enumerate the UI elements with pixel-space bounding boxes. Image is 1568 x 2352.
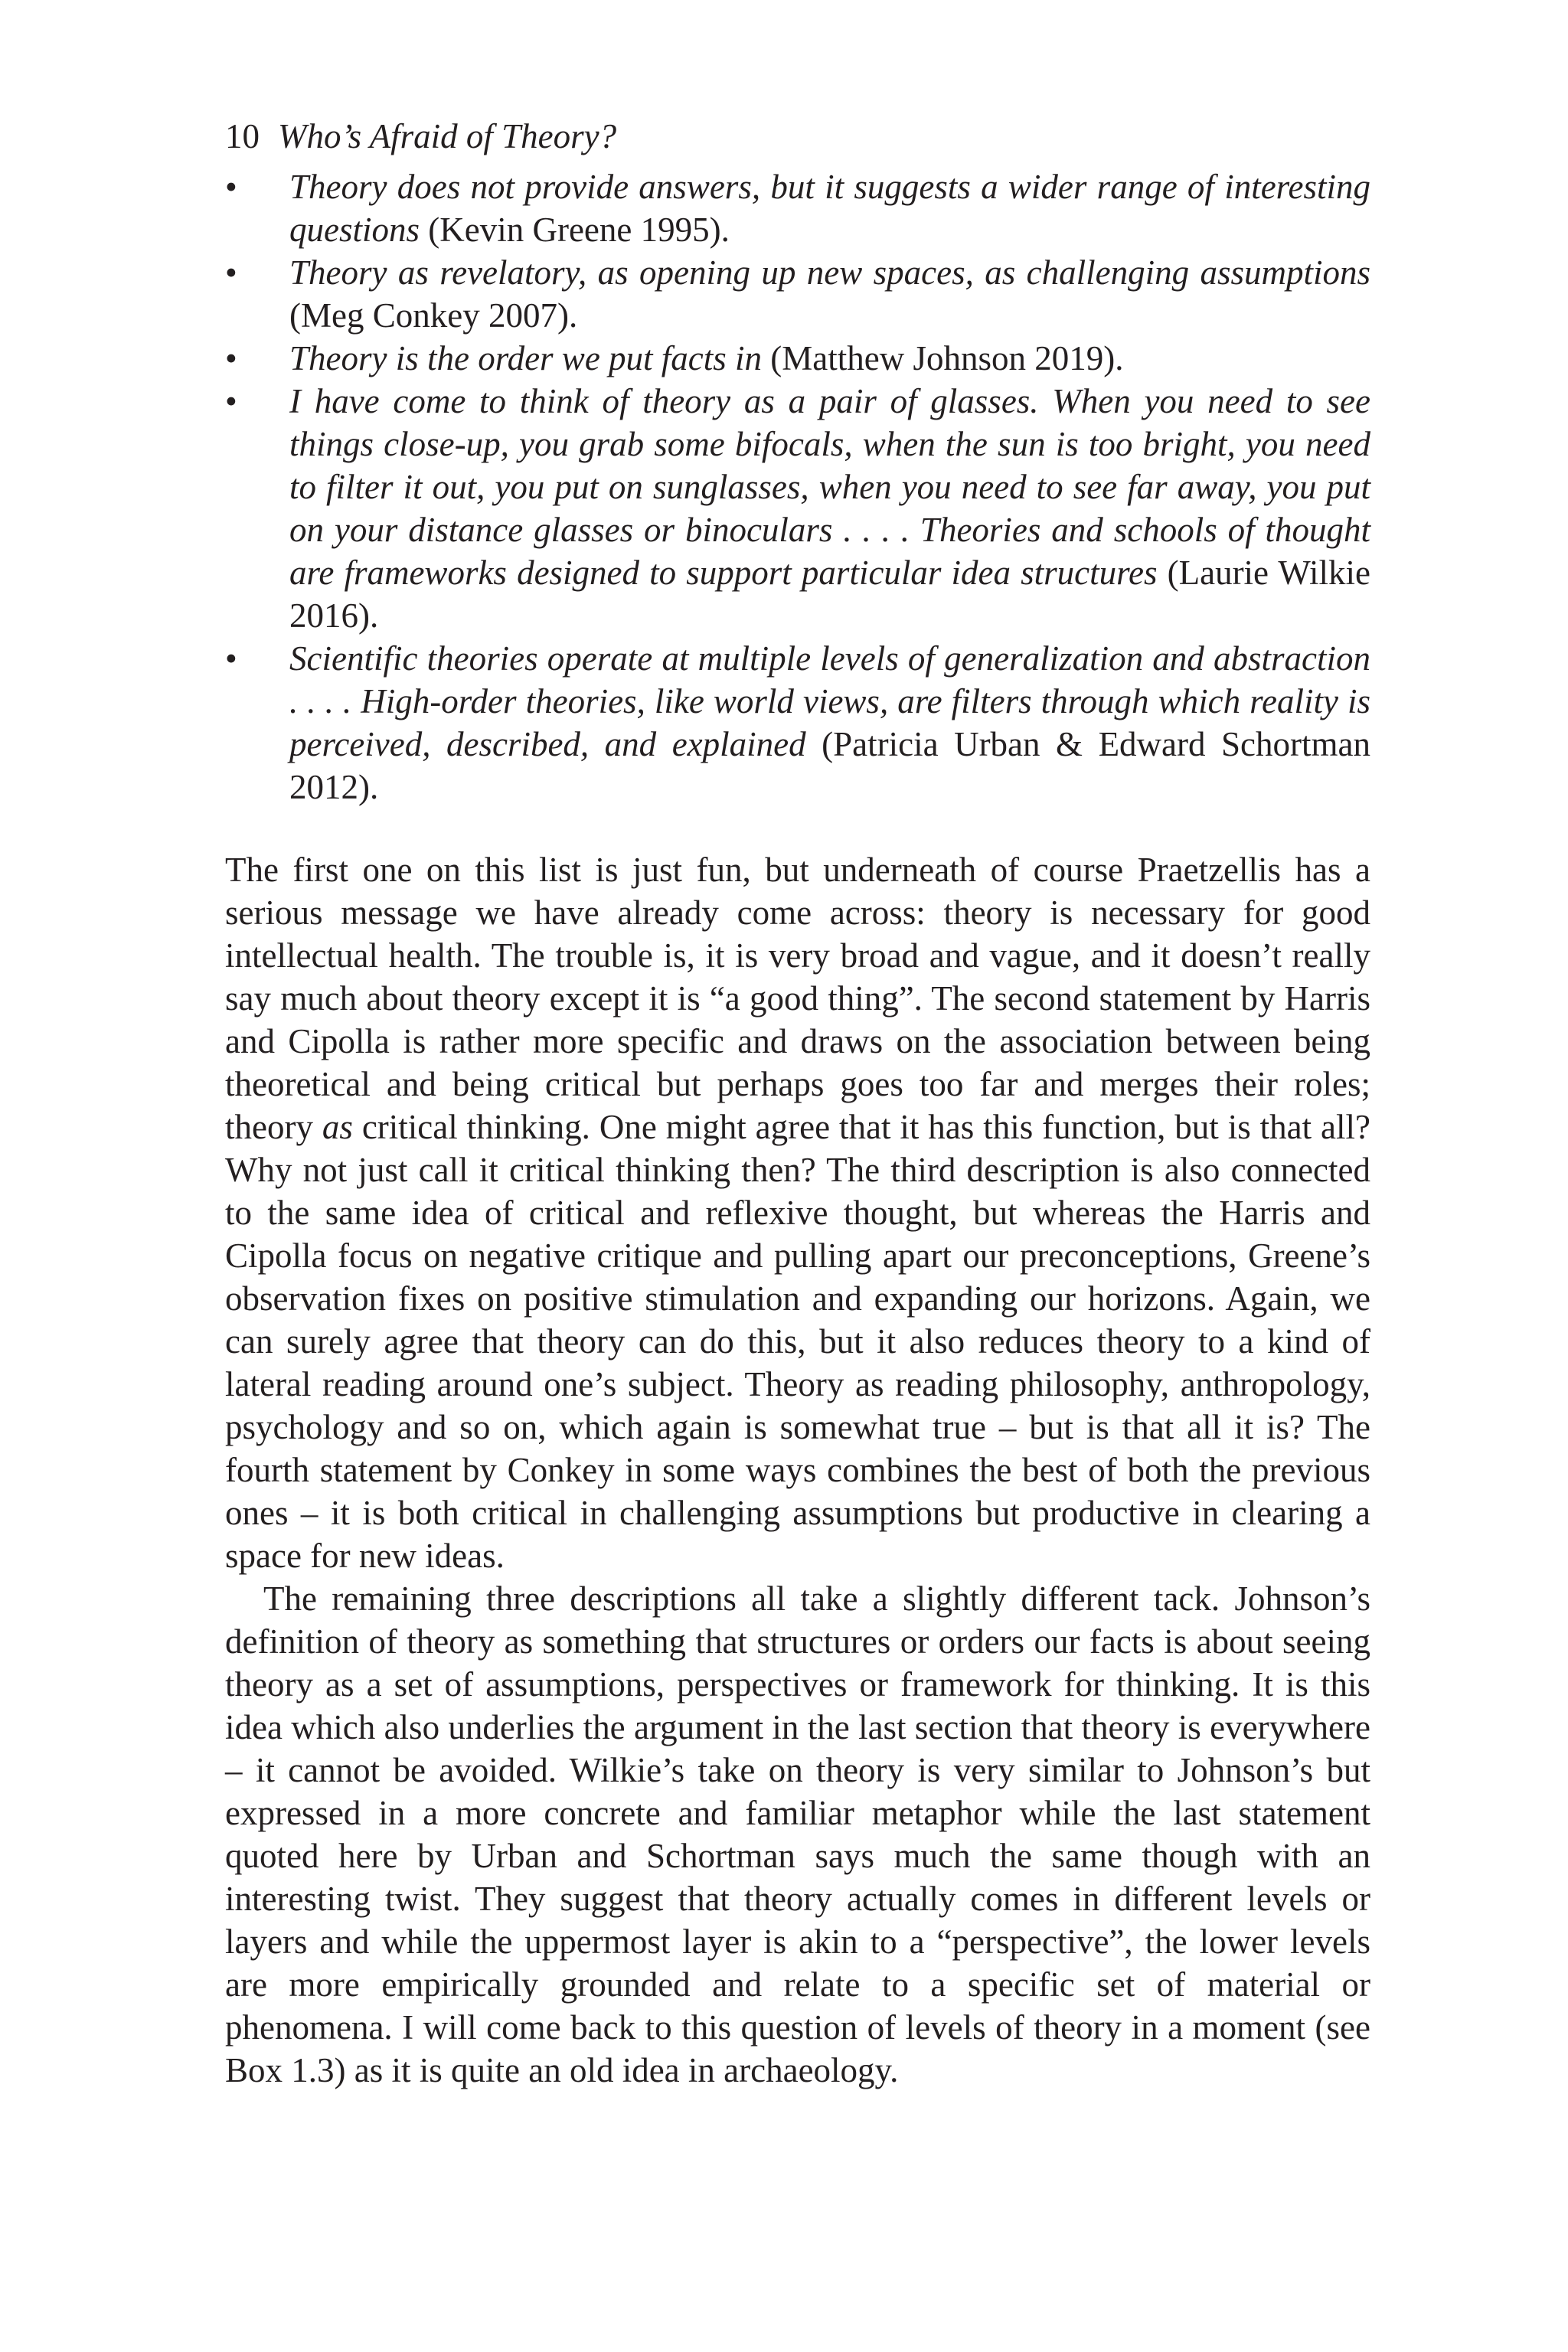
bullet-icon: • (225, 168, 237, 206)
list-item (225, 380, 1370, 637)
bullet-icon: • (225, 639, 237, 678)
bullet-icon: • (225, 253, 237, 292)
paragraph-text: critical thinking. One might agree that it has this function, but is that all? Why not just call it critical thinking then? The third description is also connected to the same idea of critical and reflexive thought, but whereas the Harris and Cipolla focus on negative critique and pulling apart our preconceptions, Greene’s observation fixes on positive stimulation and expanding our horizons. Again, we can surely agree that theory can do this, but it also reduces theory to a kind of lateral reading around one’s subject. Theory as reading philosophy, anthropology, psychology and so on, which again is somewhat true – but is that all it is? The fourth statement by Conkey in some ways combines the best of both the previous ones – it is both critical in challenging assumptions but productive in clearing a space for new ideas. (225, 1108, 1370, 1575)
definition-citation: (Patricia Urban & Edward Schortman 2012). (289, 725, 1370, 806)
body-text (225, 848, 1370, 2092)
bullet-icon: • (225, 382, 237, 420)
definition-citation: (Matthew Johnson 2019). (762, 339, 1124, 377)
book-title: Who’s Afraid of Theory? (278, 117, 617, 155)
emphasis-text: as (322, 1108, 353, 1146)
definition-citation: (Laurie Wilkie 2016). (289, 554, 1370, 635)
list-item (225, 637, 1370, 808)
definition-quote: Scientific theories operate at multiple levels of generalization and abstraction . . . . High-order theories, like world views, are filters through which reality is perceived, described, and explained (289, 639, 1370, 763)
paragraph-text: The first one on this list is just fun, but underneath of course Praetzellis has a serious message we have already come across: theory is necessary for good intellectual health. The trouble is, it is very broad and vague, and it doesn’t really say much about theory except it is “a good thing”. The second statement by Harris and Cipolla is rather more specific and draws on the association between being theoretical and being critical but perhaps goes too far and merges their roles; theory (225, 851, 1370, 1146)
paragraph: The remaining three descriptions all take a slightly different tack. Johnson’s definition of theory as something that structures or orders our facts is about seeing theory as a set of assumptions, perspectives or framework for thinking. It is this idea which also underlies the argument in the last section that theory is everywhere – it cannot be avoided. Wilkie’s take on theory is very similar to Johnson’s but expressed in a more concrete and familiar metaphor while the last statement quoted here by Urban and Schortman says much the same though with an interesting twist. They suggest that theory actually comes in different levels or layers and while the uppermost layer is akin to a “perspective”, the lower levels are more empirically grounded and relate to a specific set of material or phenomena. I will come back to this question of levels of theory in a moment (see Box 1.3) as it is quite an old idea in archaeology. (225, 1579, 1370, 2089)
definition-quote: Theory as revelatory, as opening up new spaces, as challenging assumptions (289, 253, 1370, 292)
bullet-icon: • (225, 339, 237, 377)
definition-quote: Theory is the order we put facts in (289, 339, 763, 377)
paragraph (225, 848, 1370, 1577)
definition-quote: Theory does not provide answers, but it suggests a wider range of interesting questions (289, 168, 1370, 249)
running-head (225, 115, 1370, 158)
list-item (225, 251, 1370, 337)
definition-quote: I have come to think of theory as a pair of glasses. When you need to see things close-up, you grab some bifocals, when the sun is too bright, you need to filter it out, you put on sunglasses, when you need to see far away, you put on your distance glasses or binoculars . . . . Theories and schools of thought are frameworks designed to support particular idea structures (289, 382, 1370, 592)
book-page (225, 115, 1370, 2092)
theory-definitions-list (225, 165, 1370, 808)
list-item (225, 165, 1370, 251)
list-item (225, 337, 1370, 380)
page-number: 10 (225, 117, 260, 155)
definition-citation: (Kevin Greene 1995). (420, 211, 730, 249)
definition-citation: (Meg Conkey 2007). (289, 296, 578, 335)
